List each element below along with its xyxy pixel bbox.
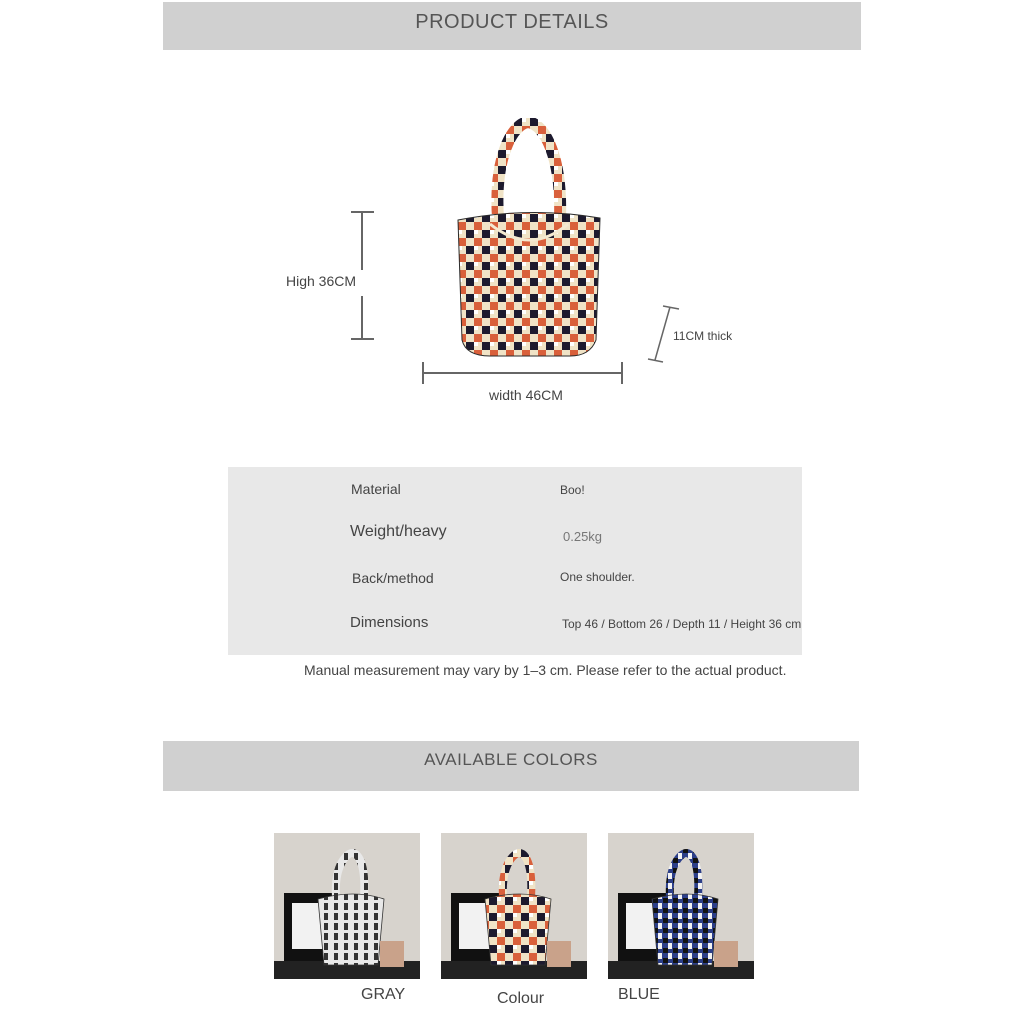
width-marker-left [422, 362, 424, 384]
gray-tote-image [274, 833, 420, 979]
spec-label-material: Material [351, 481, 401, 497]
colour-tote-image [441, 833, 587, 979]
color-label-colour: Colour [497, 990, 545, 1007]
spec-value-weight: 0.25kg [563, 529, 603, 544]
spec-label-method: Back/method [352, 570, 434, 586]
spec-value-material: Boo! [560, 483, 585, 497]
color-option-blue[interactable] [608, 833, 754, 979]
available-colors-header [163, 741, 859, 791]
section-title: AVAILABLE COLORS [424, 750, 598, 769]
spec-label-dimensions: Dimensions [350, 614, 429, 631]
product-details-header [163, 2, 861, 50]
width-marker-right [621, 362, 623, 384]
color-label-blue: BLUE [618, 986, 660, 1003]
spec-table [228, 467, 802, 655]
width-marker [422, 372, 623, 374]
height-marker-bottom [351, 338, 374, 340]
spec-label-weight: Weight/heavy [350, 523, 447, 540]
color-option-colour[interactable] [441, 833, 587, 979]
measurement-note: Manual measurement may vary by 1–3 cm. Please refer to the actual product. [304, 662, 787, 678]
blue-tote-image [608, 833, 754, 979]
color-option-gray[interactable] [274, 833, 420, 979]
tote-bag-image [450, 118, 610, 363]
section-title: PRODUCT DETAILS [415, 11, 609, 33]
color-label-gray: GRAY [361, 986, 406, 1003]
spec-value-dimensions: Top 46 / Bottom 26 / Depth 11 / Height 36 cm [562, 617, 802, 631]
height-marker-upper [361, 212, 363, 270]
width-label: width 46CM [489, 387, 563, 403]
height-marker-lower [361, 296, 363, 339]
spec-value-method: One shoulder. [560, 570, 635, 584]
thickness-label: 11CM thick [673, 329, 733, 343]
height-label: High 36CM [286, 273, 357, 289]
